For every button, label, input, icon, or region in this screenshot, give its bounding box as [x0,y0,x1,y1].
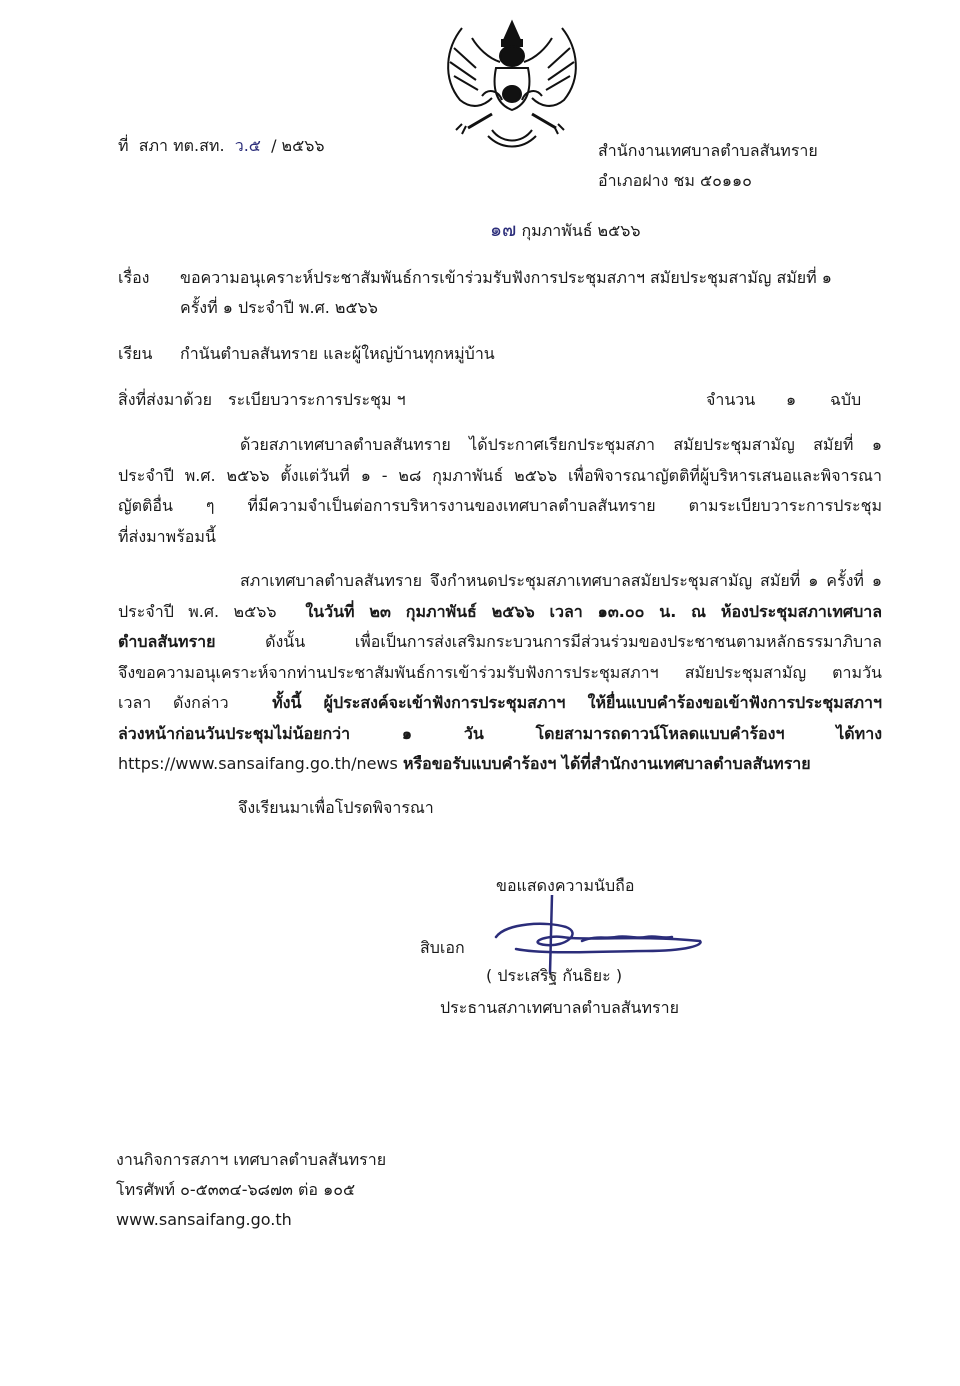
paragraph-2-line [118,749,882,780]
office-address: อำเภอฝาง ชม ๕๐๑๑๐ [598,171,752,190]
enclosure-qty: ๑ [786,390,797,409]
reference-number [118,136,325,156]
paragraph-1-line: ด้วยสภาเทศบาลตำบลสันทราย ได้ประกาศเรียกประชุมสภา สมัยประชุมสามัญ สมัยที่ ๑ [240,435,882,454]
body-paragraph-2 [118,566,882,780]
paragraph-2-text: เวลา ดังกล่าว [118,693,229,712]
paragraph-2-line [118,627,882,658]
paragraph-2-line: ล่วงหน้าก่อนวันประชุมไม่น้อยกว่า ๑ วัน โดยสามารถดาวน์โหลดแบบคำร้องฯ ได้ทาง [118,723,882,743]
enclosure-value: ระเบียบวาระการประชุม ฯ [228,390,406,409]
footer-department: งานกิจการสภาฯ เทศบาลตำบลสันทราย [116,1150,387,1169]
paragraph-1-line: ประจำปี พ.ศ. ๒๕๖๖ ตั้งแต่วันที่ ๑ - ๒๘ กุมภาพันธ์ ๒๕๖๖ เพื่อพิจารณาญัตติที่ผู้บริหารเสนอและพิจารณา [118,465,882,485]
signatory-position: ประธานสภาเทศบาลตำบลสันทราย [440,998,679,1017]
garuda-emblem-icon [432,18,592,150]
subject-line-1: ขอความอนุเคราะห์ประชาสัมพันธ์การเข้าร่วมรับฟังการประชุมสภาฯ สมัยประชุมสามัญ สมัยที่ ๑ [180,268,832,287]
recipient-label: เรียน [118,344,153,363]
date-month-year: กุมภาพันธ์ ๒๕๖๖ [521,221,641,240]
paragraph-2-text: ประจำปี พ.ศ. ๒๕๖๖ [118,601,277,621]
reference-year: / ๒๕๖๖ [271,136,325,155]
news-url-link[interactable]: https://www.sansaifang.go.th/news [118,754,398,773]
paragraph-1-line: ญัตติอื่น ๆ ที่มีความจำเป็นต่อการบริหารงานของเทศบาลตำบลสันทราย ตามระเบียบวาระการประชุม [118,496,882,515]
closing-text: จึงเรียนมาเพื่อโปรดพิจารณา [238,798,434,817]
subject-label: เรื่อง [118,268,150,287]
enclosure-label: สิ่งที่ส่งมาด้วย [118,390,212,409]
signatory-rank: สิบเอก [420,938,465,957]
paragraph-2-line [118,597,882,628]
regards-text: ขอแสดงความนับถือ [496,876,635,895]
paragraph-2-line [118,688,882,719]
footer-phone: โทรศัพท์ ๐-๕๓๓๔-๖๘๗๓ ต่อ ๑๐๕ [116,1180,356,1199]
recipient-value: กำนันตำบลสันทราย และผู้ใหญ่บ้านทุกหมู่บ้าน [180,344,495,363]
body-paragraph-1 [118,430,882,552]
paragraph-2-line: จึงขอความอนุเคราะห์จากท่านประชาสัมพันธ์การเข้าร่วมรับฟังการประชุมสภาฯ สมัยประชุมสามัญ ตามวัน [118,662,882,682]
paragraph-1-line: ที่ส่งมาพร้อมนี้ [118,526,216,546]
meeting-datetime-place: ในวันที่ ๒๓ กุมภาพันธ์ ๒๕๖๖ เวลา ๑๓.๐๐ น. ณ ห้องประชุมสภาเทศบาล [305,601,883,621]
paragraph-2-line: สภาเทศบาลตำบลสันทราย จึงกำหนดประชุมสภาเทศบาลสมัยประชุมสามัญ สมัยที่ ๑ ครั้งที่ ๑ [240,571,882,590]
paragraph-2-text: ดังนั้น เพื่อเป็นการส่งเสริมกระบวนการมีส่วนร่วมของประชาชนตามหลักธรรมาภิบาล [265,632,882,651]
enclosure-qty-label: จำนวน [706,390,756,409]
subject-line-2: ครั้งที่ ๑ ประจำปี พ.ศ. ๒๕๖๖ [180,298,378,317]
paragraph-2-text: หรือขอรับแบบคำร้องฯ ได้ที่สำนักงานเทศบาลตำบลสันทราย [402,754,811,773]
office-name: สำนักงานเทศบาลตำบลสันทราย [598,141,818,160]
reference-label: ที่ [118,136,129,155]
enclosure-unit: ฉบับ [830,390,862,409]
document-date [490,220,641,241]
reference-org: สภา ทต.สท. [138,136,225,155]
date-day: ๑๗ [490,219,517,241]
signature-icon [486,895,706,975]
meeting-place-continued: ตำบลสันทราย [118,632,216,651]
reference-handwritten: ว.๕ [234,136,261,155]
footer-website-link[interactable]: www.sansaifang.go.th [116,1210,292,1229]
attendance-instruction: ทั้งนี้ ผู้ประสงค์จะเข้าฟังการประชุมสภาฯ ให้ยื่นแบบคำร้องขอเข้าฟังการประชุมสภาฯ [272,693,883,712]
signatory-name: ( ประเสริฐ กันธิยะ ) [486,966,623,985]
